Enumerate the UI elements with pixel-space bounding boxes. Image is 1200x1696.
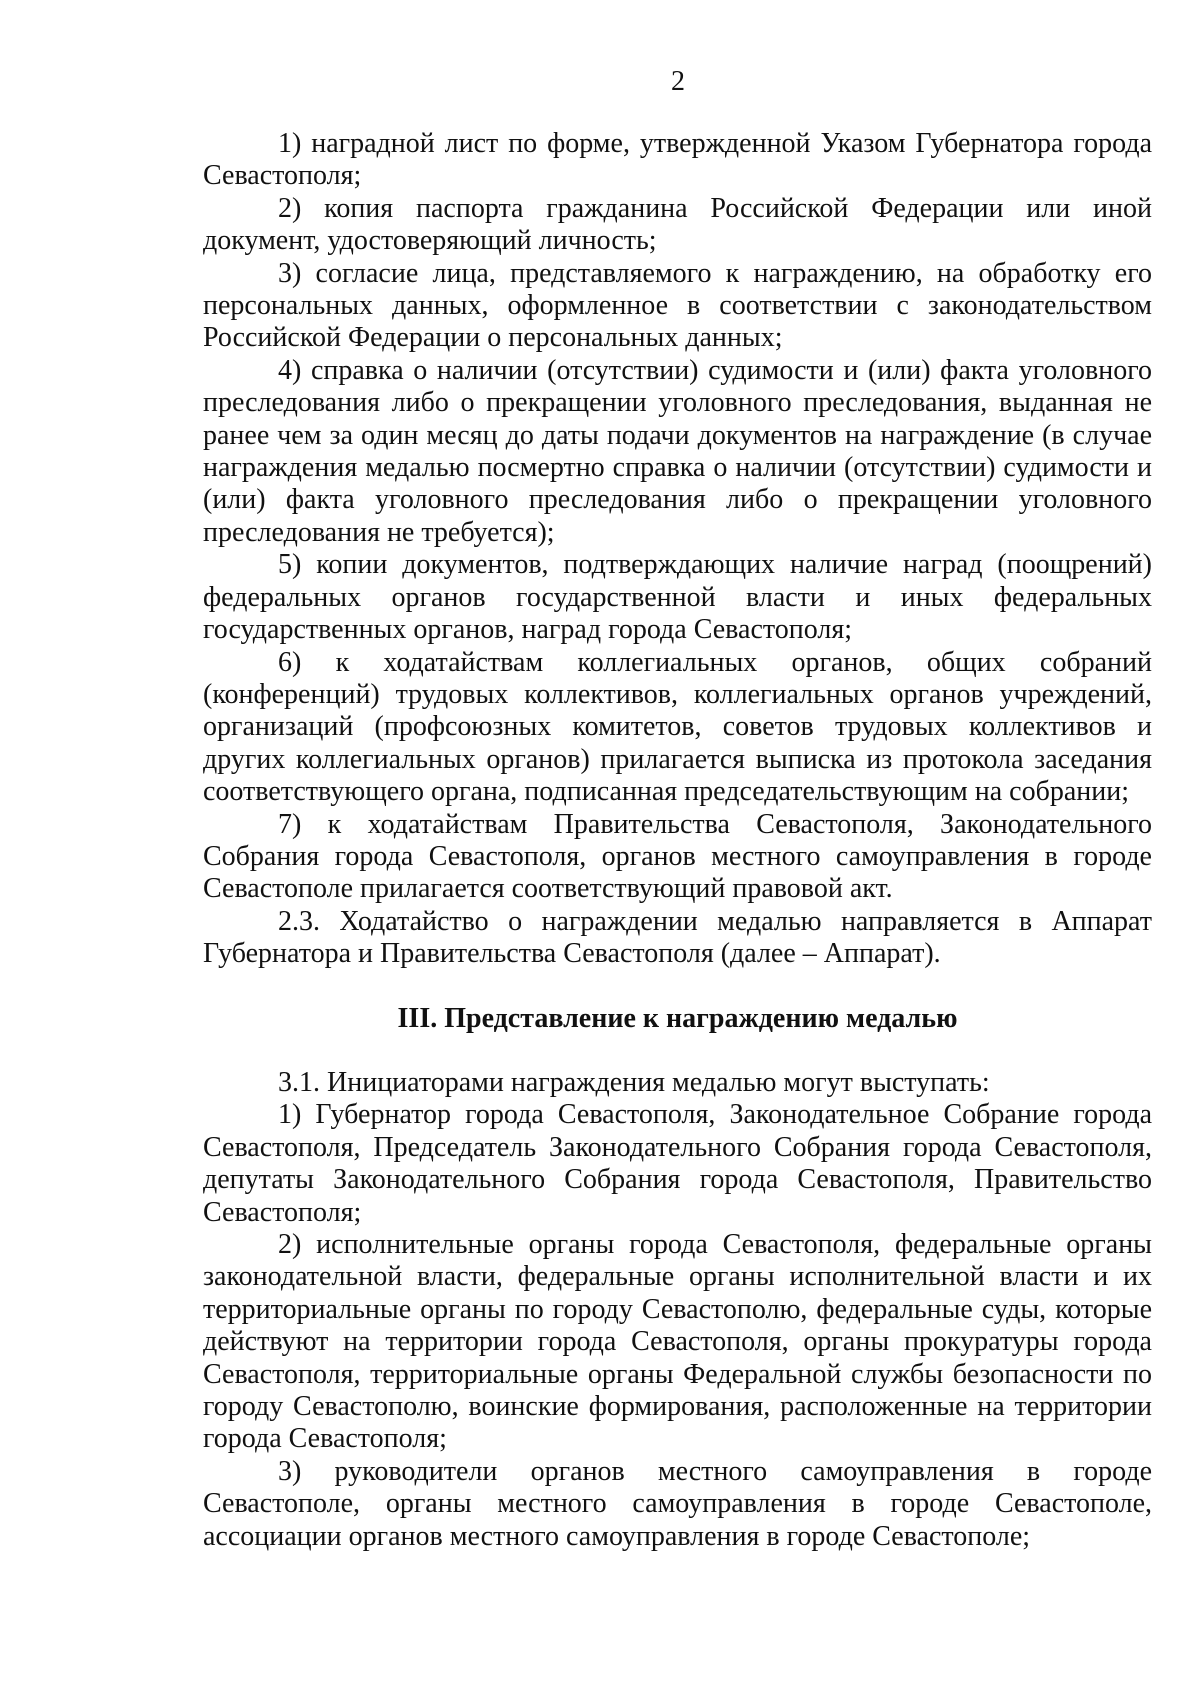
list-item-legal-act: 7) к ходатайствам Правительства Севастополя, Законодательного Собрания города Севастополя, органов местного самоуправления в городе Севастополе прилагается соответствующий правовой акт.	[203, 808, 1152, 905]
list-item-award-copies: 5) копии документов, подтверждающих наличие наград (поощрений) федеральных органов государственной власти и иных федеральных государственных органов, наград города Севастополя;	[203, 549, 1152, 646]
section-heading: III. Представление к награждению медалью	[397, 1002, 958, 1034]
list-item-passport-copy: 2) копия паспорта гражданина Российской Федерации или иной документ, удостоверяющий личность;	[203, 192, 1152, 257]
list-item-data-consent: 3) согласие лица, представляемого к награждению, на обработку его персональных данных, оформленное в соответствии с законодательством Российской Федерации о персональных данных;	[203, 257, 1152, 354]
initiator-item-local-government: 3) руководители органов местного самоуправления в городе Севастополе, органы местного самоуправления в городе Севастополе, ассоциации органов местного самоуправления в городе Севастополе;	[203, 1455, 1152, 1552]
document-body	[203, 128, 1152, 1553]
initiator-item-governor: 1) Губернатор города Севастополя, Законодательное Собрание города Севастополя, Председатель Законодательного Собрания города Севастополя, депутаты Законодательного Собрания города Севастополя, Правительство Севастополя;	[203, 1099, 1152, 1228]
list-item-criminal-record: 4) справка о наличии (отсутствии) судимости и (или) факта уголовного преследования либо о прекращении уголовного преследования, выданная не ранее чем за один месяц до даты подачи документов на награждение (в случае награждения медалью посмертно справка о наличии (отсутствии) судимости и (или) факта уголовного преследования либо о прекращении уголовного преследования не требуется);	[203, 354, 1152, 548]
clause-2-3: 2.3. Ходатайство о награждении медалью направляется в Аппарат Губернатора и Правительства Севастополя (далее – Аппарат).	[203, 905, 1152, 970]
page-number: 2	[671, 66, 685, 97]
initiator-item-executive-bodies: 2) исполнительные органы города Севастополя, федеральные органы законодательной власти, федеральные органы исполнительной власти и их территориальные органы по городу Севастополю, федеральные суды, которые действуют на территории города Севастополя, органы прокуратуры города Севастополя, территориальные органы Федеральной службы безопасности по городу Севастополю, воинские формирования, расположенные на территории города Севастополя;	[203, 1229, 1152, 1455]
clause-3-1: 3.1. Инициаторами награждения медалью могут выступать:	[278, 1066, 990, 1098]
list-item-collegial-bodies: 6) к ходатайствам коллегиальных органов, общих собраний (конференций) трудовых коллективов, коллегиальных органов учреждений, организаций (профсоюзных комитетов, советов трудовых коллективов и других коллегиальных органов) прилагается выписка из протокола заседания соответствующего органа, подписанная председательствующим на собрании;	[203, 646, 1152, 808]
list-item-award-sheet: 1) наградной лист по форме, утвержденной Указом Губернатора города Севастополя;	[203, 128, 1152, 192]
